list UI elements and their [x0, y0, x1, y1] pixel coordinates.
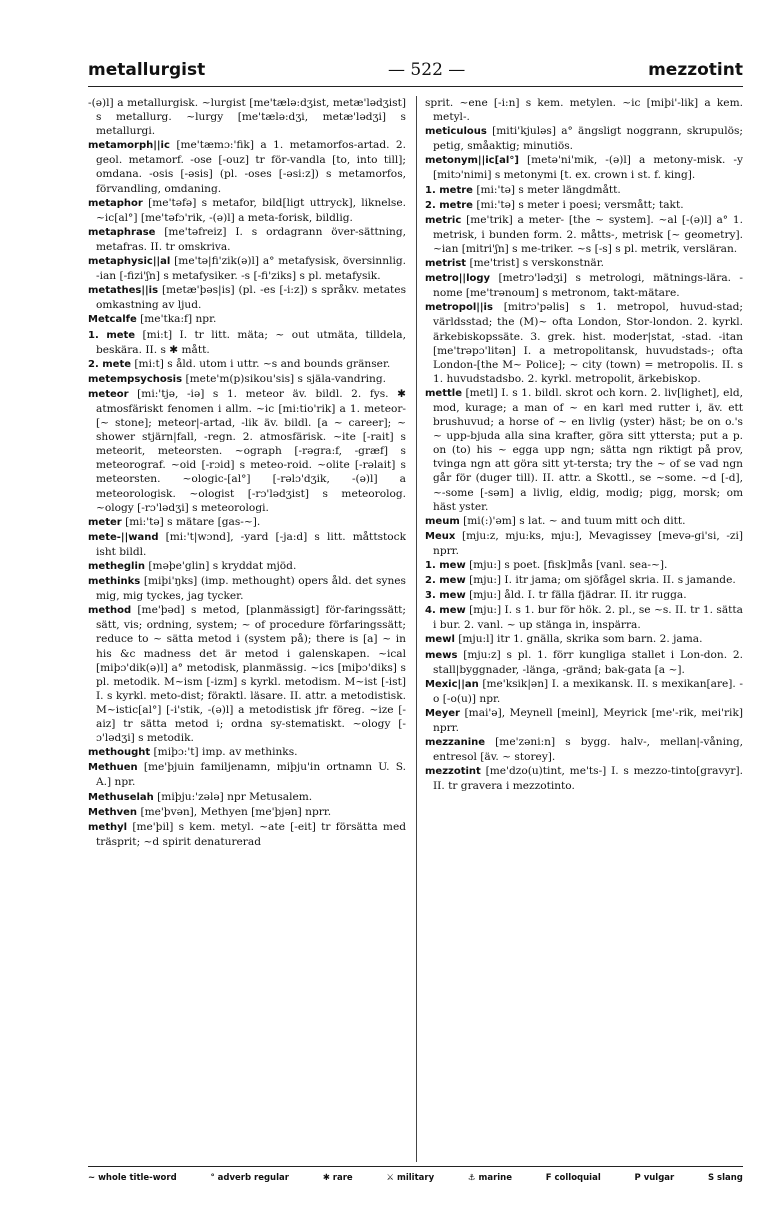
entry-headword: 2. metre: [425, 199, 473, 211]
entry-definition: -(ə)l] a metallurgisk. ~lurgist [me'tælə:dʒist, metæ'lədʒist] s metallurg. ~lurgy [me'tælə:dʒi, metæ'lədʒi] s metallurgi.: [88, 97, 406, 138]
dictionary-entry: [88, 820, 406, 849]
dictionary-entry: [425, 386, 743, 514]
entry-headword: metropol||is: [425, 302, 493, 314]
entry-definition: [me'þvən], Methyen [me'þjən] nprr.: [140, 805, 332, 818]
legend-footer: [88, 1166, 743, 1189]
entry-headword: Mexic||an: [425, 678, 479, 690]
dictionary-entry: [88, 530, 406, 559]
dictionary-entry: [425, 632, 743, 647]
entry-headword: Methuselah: [88, 791, 154, 803]
entry-headword: methyl: [88, 821, 128, 833]
entry-headword: mezzotint: [425, 766, 481, 778]
legend-item: ✱ rare: [322, 1173, 353, 1183]
entry-headword: Meyer: [425, 707, 460, 719]
entry-definition: [metæ'þəs|is] (pl. -es [-i:z]) s språkv. metates omkastning av ljud.: [96, 284, 406, 312]
entry-headword: 2. mew: [425, 575, 466, 587]
entry-definition: [mi:t] I. tr litt. mäta; ~ out utmäta, tilldela, beskära. II. s ✱ mått.: [96, 328, 406, 356]
dictionary-entry: [425, 213, 743, 256]
entry-headword: meteor: [88, 388, 129, 400]
entry-definition: [me'tæmɔ:'fik] a 1. metamorfos-artad. 2. geol. metamorf. -ose [-ouz] tr för-vandla [to, into till]; omdana. -osis [-əsis] (pl. -oses [-əsi:z]) s metamorfos, förvandling, omdaning.: [96, 139, 406, 195]
dictionary-entry: [88, 790, 406, 805]
entry-headword: mewl: [425, 634, 455, 646]
dictionary-entry: [88, 312, 406, 327]
entry-definition: [mai'ə], Meynell [meinl], Meyrick [me'-rik, mei'rik] nprr.: [433, 706, 743, 735]
entry-headword: metheglin: [88, 561, 146, 572]
entry-definition: [me'þjuin familjenamn, miþju'in ortnamn U. S. A.] npr.: [96, 761, 406, 789]
dictionary-entry: [88, 805, 406, 820]
dictionary-entry: [88, 574, 406, 603]
dictionary-entry: [425, 677, 743, 706]
page-number: — 522 —: [388, 60, 466, 80]
dictionary-entry: [88, 138, 406, 195]
dictionary-entry: [425, 558, 743, 573]
dictionary-entry: [425, 603, 743, 632]
entry-headword: metamorph||ic: [88, 140, 170, 152]
entry-headword: metro||logy: [425, 273, 491, 285]
legend-item: ° adverb regular: [210, 1173, 289, 1183]
page-header: [88, 60, 743, 87]
dictionary-entry: [425, 271, 743, 300]
legend-item: ⚔ military: [386, 1173, 435, 1183]
entry-definition: [mju:] åld. I. tr fälla fjädrar. II. itr rugga.: [469, 589, 687, 602]
entry-definition: [me'tka:f] npr.: [140, 313, 217, 326]
dictionary-entry: [88, 196, 406, 225]
dictionary-entry: [425, 529, 743, 558]
dictionary-entry: [88, 225, 406, 254]
dictionary-entry: [425, 300, 743, 386]
entry-headword: mettle: [425, 387, 462, 399]
columns: [88, 96, 743, 1162]
entry-headword: mezzanine: [425, 737, 486, 749]
entry-headword: Methuen: [88, 762, 138, 774]
entry-headword: 3. mew: [425, 590, 466, 602]
entry-definition: [mju:z, mju:ks, mju:], Mevagissey [mevə-gi'si, -zi] nprr.: [433, 529, 743, 557]
entry-headword: meticulous: [425, 126, 487, 138]
entry-headword: metonym||ic[al°]: [425, 155, 519, 167]
dictionary-entry: [425, 648, 743, 677]
entry-definition: sprit. ~ene [-i:n] s kem. metylen. ~ic [miþi'-lik] a kem. metyl-.: [425, 97, 743, 124]
entry-definition: [mi(:)'əm] s lat. ~ and tuum mitt och ditt.: [463, 514, 686, 527]
legend-item: ⚓ marine: [467, 1173, 512, 1183]
legend-item: F colloquial: [545, 1173, 601, 1183]
dictionary-entry: [88, 254, 406, 283]
entry-definition: [me'ksik|ən] I. a mexikansk. II. s mexikan[are]. -o [-o(u)] npr.: [433, 677, 743, 705]
dictionary-entry: [88, 760, 406, 789]
entry-definition: [mete'm(p)sikou'sis] s själa-vandring.: [185, 372, 386, 385]
entry-definition: [mi:'tə] s meter längdmått.: [476, 183, 621, 196]
dictionary-entry: [88, 515, 406, 530]
entry-definition: [metl] I. s 1. bildl. skrot och korn. 2. liv[lighet], eld, mod, kurage; a man of ~ en karl med rutter i, äv. ett brushuvud; a horse of ~ en livlig (yster) häst; be on o.'s ~ upp-bjuda alla sina krafter, göra sitt yttersta; put a p. on (to) his ~ egga upp ngn; sätta ngn riktigt på prov, tvinga ngn att göra sitt yt-tersta; try the ~ of se vad ngn går för (duger till). II. attr. a Skottl., se ~some. ~d [-d], ~-some [-səm] a livlig, eldig, modig; pigg, morsk; om häst yster.: [433, 386, 743, 513]
dictionary-entry: [425, 573, 743, 588]
entry-definition: [mju:] s poet. [fisk]mås [vanl. sea-~].: [469, 559, 668, 571]
dictionary-entry: [88, 372, 406, 387]
left-column: [88, 96, 406, 1162]
legend-item: S slang: [707, 1173, 743, 1183]
entry-definition: [məþe'glin] s kryddat mjöd.: [148, 560, 297, 572]
entry-definition: [me'dzo(u)tint, me'ts-] I. s mezzo-tinto[gravyr]. II. tr gravera i mezzotinto.: [433, 765, 743, 793]
entry-headword: method: [88, 605, 132, 617]
entry-definition: [me'trik] a meter- [the ~ system]. ~al [-(ə)l] a° 1. metrisk, i bunden form. 2. måtts-, metrisk [~ geometry]. ~ian [mitri'ʃn] s me-triker. ~s [-s] s pl. metrik, versläran.: [433, 213, 743, 255]
entry-definition: [me'təfə] s metafor, bild[ligt uttryck], liknelse. ~ic[al°] [me'təfɔ'rik, -(ə)l] a meta-forisk, bildlig.: [96, 196, 406, 224]
entry-definition: [metə'ni'mik, -(ə)l] a metony-misk. -y [mitɔ'nimi] s metonymi [t. ex. crown i st. f. king].: [433, 154, 743, 182]
dictionary-entry: [425, 198, 743, 213]
entry-headword: 4. mew: [425, 605, 466, 617]
right-column: [416, 96, 743, 1162]
entry-definition: [me'tə|fi'zik(ə)l] a° metafysisk, översinnlig. -ian [-fizi'ʃn] s metafysiker. -s [-fi'ziks] s pl. metafysik.: [96, 255, 406, 283]
dictionary-entry: [425, 514, 743, 529]
entry-headword: meter: [88, 516, 122, 528]
dictionary-entry: [88, 387, 406, 515]
entry-headword: Meux: [425, 530, 456, 542]
dictionary-entry: [425, 764, 743, 793]
dictionary-entry: [88, 328, 406, 357]
entry-definition: [mju:] I. itr jama; om sjöfågel skria. II. s jamande.: [469, 574, 736, 587]
entry-headword: metrist: [425, 258, 467, 270]
entry-headword: methought: [88, 747, 151, 759]
entry-definition: [mi:'tə] s meter i poesi; versmått; takt.: [476, 198, 684, 211]
entry-definition: [mi:t] s åld. utom i uttr. ~s and bounds gränser.: [134, 357, 391, 370]
dictionary-entry: [425, 735, 743, 764]
entry-definition: [me'zəni:n] s bygg. halv-, mellan|-våning, entresol [äv. ~ storey].: [433, 736, 743, 764]
entry-definition: [me'təfreiz] I. s ordagrann över-sättning, metafras. II. tr omskriva.: [96, 225, 406, 253]
dictionary-entry: [88, 559, 406, 574]
dictionary-entry: [425, 153, 743, 182]
entry-headword: metaphysic||al: [88, 256, 171, 268]
dictionary-entry: [425, 706, 743, 735]
entry-definition: [me'þil] s kem. metyl. ~ate [-eit] tr försätta med träsprit; ~d spirit denaturerad: [96, 820, 406, 848]
entry-headword: meum: [425, 515, 460, 527]
header-right-word: mezzotint: [648, 60, 743, 80]
entry-headword: 1. mew: [425, 560, 466, 571]
entry-headword: 1. mete: [88, 329, 136, 341]
dictionary-entry: [88, 283, 406, 312]
dictionary-entry: [88, 745, 406, 760]
entry-headword: metaphrase: [88, 226, 156, 238]
dictionary-entry: [88, 357, 406, 372]
entry-definition: [mi:'tjə, -iə] s 1. meteor äv. bildl. 2. fys. ✱ atmosfäriskt fenomen i allm. ~ic [mi:tio'rik] a 1. meteor- [~ stone]; meteor|-artad, -lik äv. bildl. [a ~ career]; ~ shower stjärn|fall, -regn. 2. atmosfärisk. ~ite [-rait] s meteorit, meteorsten. ~ograph [-rəgra:f, -græf] s meteorograf. ~oid [-rɔid] s meteo-roid. ~olite [-rəlait] s meteorsten. ~ologic-[al°] [-rəlɔ'dʒik, -(ə)l] a meteorologisk. ~ologist [-rɔ'lədʒist] s meteorolog. ~ology [-rɔ'lədʒi] s meteorologi.: [96, 387, 406, 514]
entry-headword: Methven: [88, 806, 138, 818]
dictionary-entry: [88, 603, 406, 745]
entry-headword: mews: [425, 649, 458, 661]
entry-definition: [miþi'ŋks] (imp. methought) opers åld. det synes mig, mig tyckes, jag tycker.: [96, 575, 406, 603]
entry-definition: [mju:l] itr 1. gnälla, skrika som barn. 2. jama.: [458, 633, 703, 646]
entry-headword: metric: [425, 214, 462, 226]
entry-definition: [metrɔ'lədʒi] s metrologi, mätnings-lära. -nome [me'trənoum] s metronom, takt-mätare.: [433, 272, 743, 300]
entry-headword: metempsychosis: [88, 373, 183, 385]
legend-item: P vulgar: [634, 1173, 675, 1183]
dictionary-entry: [88, 96, 406, 138]
entry-definition: [mitrɔ'pəlis] s 1. metropol, huvud-stad; världsstad; the (M)~ ofta London, Stor-london. 2. kyrkl. ärkebiskopssäte. 3. grek. hist. moder|stat, -stad. -itan [me'trəpɔ'litən] I. a metropolitansk, huvudstads-; ofta London-[the M~ Police]; ~ city (town) = metropolis. II. s 1. huvudstadsbo. 2. kyrkl. metropolit, ärkebiskop.: [433, 301, 743, 385]
entry-headword: 1. metre: [425, 184, 473, 196]
entry-headword: metathes||is: [88, 285, 159, 297]
entry-headword: 2. mete: [88, 358, 132, 370]
dictionary-entry: [425, 588, 743, 603]
entry-definition: [me'þəd] s metod, [planmässigt] för-faringssätt; sätt, vis; ordning, system; ~ of procedure förfaringssätt; reduce to ~ sätta metod i (system på); there is [a] ~ in his &c madness det är metod i galenskapen. ~ical [miþɔ'dik(ə)l] a° metodisk, planmässig. ~ics [miþɔ'diks] s pl. metodik. M~ism [-izm] s kyrkl. metodism. M~ist [-ist] I. s kyrkl. meto-dist; föraktl. läsare. II. attr. a metodistisk. M~istic[al°] [-i'stik, -(ə)l] a metodistisk jfr föreg. ~ize [-aiz] tr sätta metod i; ordna sy-stematiskt. ~ology [-ɔ'lədʒi] s metodik.: [96, 604, 406, 745]
entry-definition: [mju:] I. s 1. bur för hök. 2. pl., se ~s. II. tr 1. sätta i bur. 2. vanl. ~ up stänga in, inspärra.: [433, 604, 743, 632]
entry-definition: [mi:'t|wɔnd], -yard [-ja:d] s litt. måttstock isht bildl.: [96, 530, 406, 558]
dictionary-entry: [425, 183, 743, 198]
legend-item: ~ whole title-word: [88, 1173, 177, 1183]
entry-definition: [miþɔ:'t] imp. av methinks.: [153, 746, 298, 759]
dictionary-entry: [425, 256, 743, 271]
entry-definition: [mi:'tə] s mätare [gas-~].: [125, 515, 261, 528]
entry-definition: [me'trist] s verskonstnär.: [469, 257, 604, 270]
entry-definition: [mju:z] s pl. 1. förr kungliga stallet i Lon-don. 2. stall|byggnader, -länga, -gränd; bak-gata [a ~].: [433, 648, 743, 676]
entry-definition: [miþju:'zələ] npr Metusalem.: [157, 790, 313, 803]
dictionary-entry: [425, 124, 743, 153]
entry-definition: [miti'kjuləs] a° ängsligt noggrann, skrupulös; petig, småaktig; minutiös.: [433, 125, 743, 153]
entry-headword: Metcalfe: [88, 314, 137, 326]
entry-headword: metaphor: [88, 197, 143, 209]
entry-headword: mete-||wand: [88, 531, 159, 543]
header-left-word: metallurgist: [88, 60, 206, 80]
entry-headword: methinks: [88, 576, 141, 588]
dictionary-entry: [425, 96, 743, 124]
